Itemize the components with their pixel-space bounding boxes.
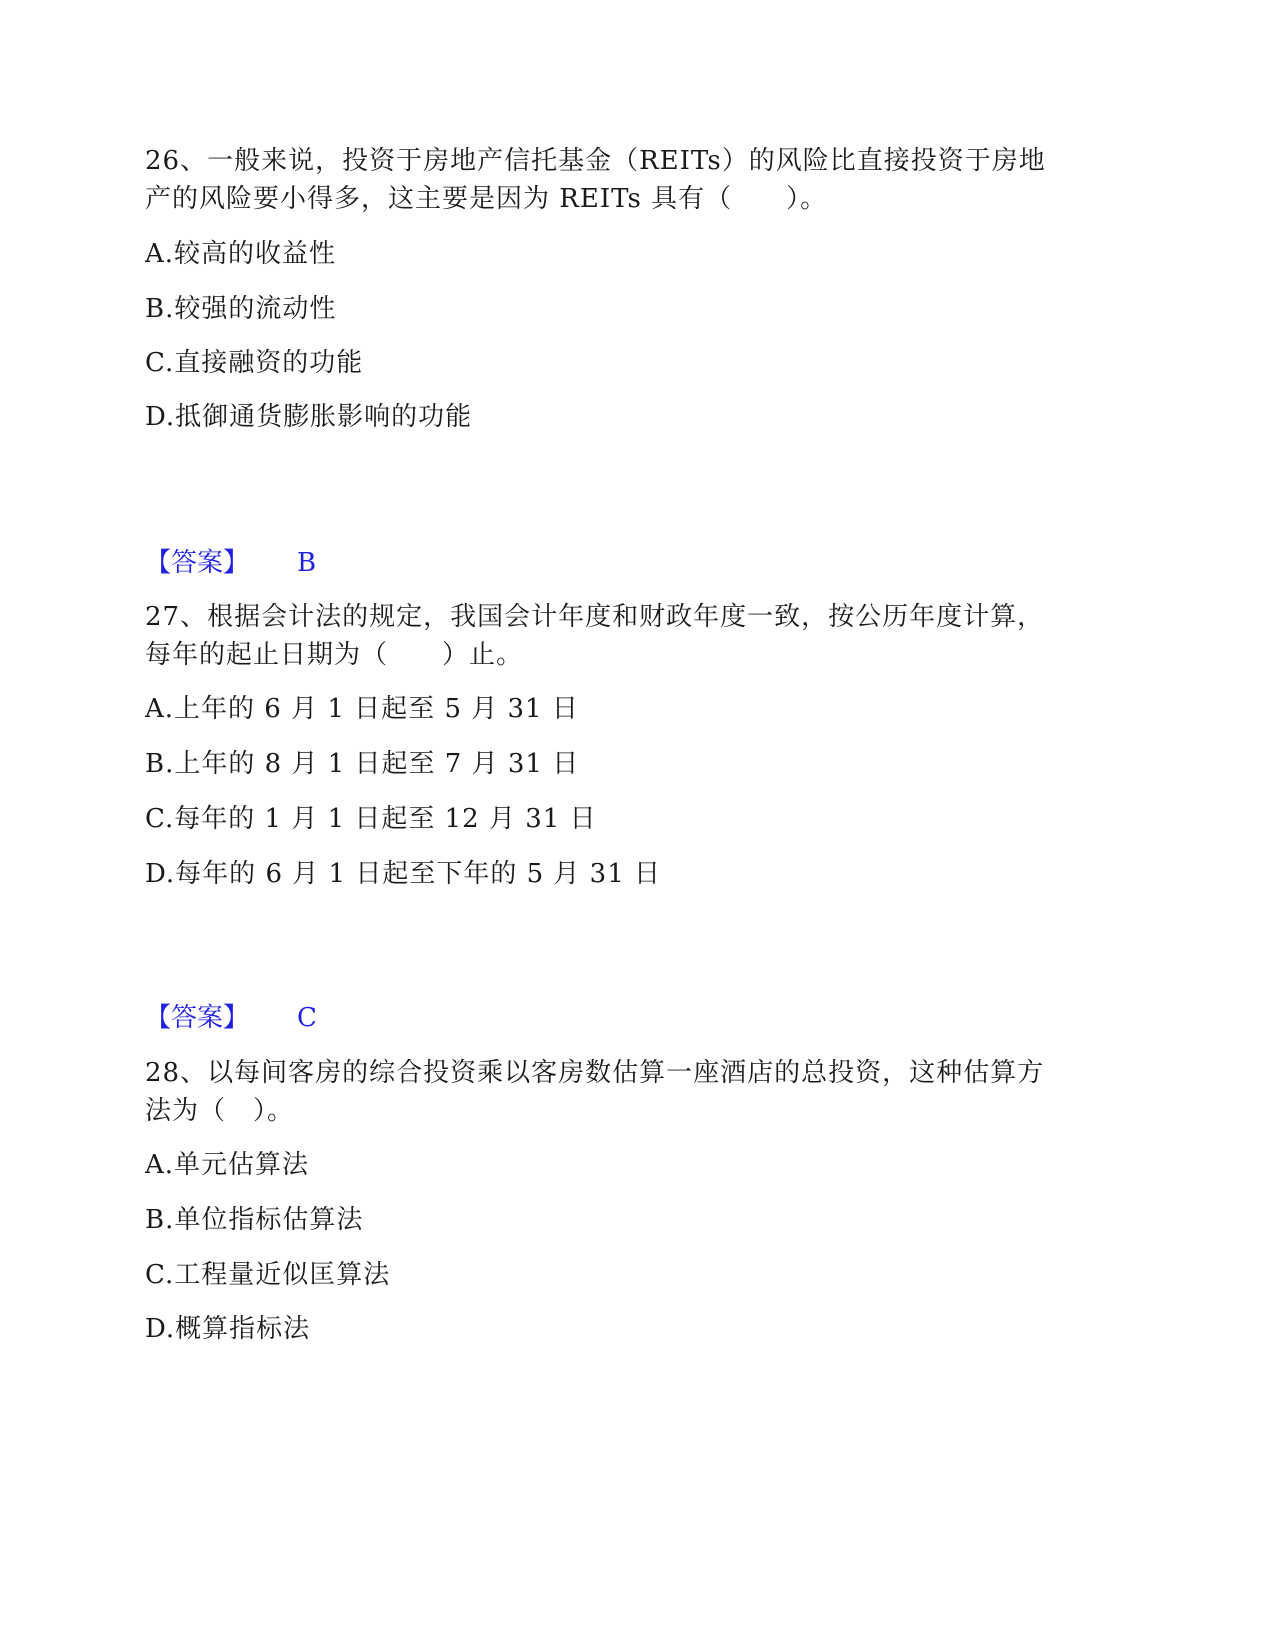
question-28-stem-line-1: 28、以每间客房的综合投资乘以客房数估算一座酒店的总投资，这种估算方: [145, 1058, 1045, 1088]
question-27-option-d: D.每年的 6 月 1 日起至下年的 5 月 31 日: [145, 859, 662, 889]
question-28-stem-line-2: 法为（ ）。: [145, 1096, 295, 1126]
question-26-option-b: B.较强的流动性: [145, 294, 337, 324]
question-28-option-d: D.概算指标法: [145, 1314, 311, 1344]
question-26-stem-line-1: 26、一般来说，投资于房地产信托基金（REITs）的风险比直接投资于房地: [145, 146, 1046, 176]
question-28-option-b: B.单位指标估算法: [145, 1205, 364, 1235]
answer-value: B: [297, 548, 317, 578]
question-28-option-c: C.工程量近似匡算法: [145, 1260, 391, 1290]
answer-label: 【答案】: [145, 1003, 250, 1033]
question-26-stem-line-2: 产的风险要小得多，这主要是因为 REITs 具有（ ）。: [145, 184, 828, 214]
question-27-stem-line-1: 27、根据会计法的规定，我国会计年度和财政年度一致，按公历年度计算，: [145, 602, 1045, 632]
question-26-option-c: C.直接融资的功能: [145, 348, 364, 378]
question-27-option-c: C.每年的 1 月 1 日起至 12 月 31 日: [145, 804, 597, 834]
question-27-option-a: A.上年的 6 月 1 日起至 5 月 31 日: [145, 694, 579, 724]
question-27-option-b: B.上年的 8 月 1 日起至 7 月 31 日: [145, 749, 580, 779]
answer-label: 【答案】: [145, 548, 250, 578]
question-26-answer: [145, 544, 316, 582]
question-26-option-a: A.较高的收益性: [145, 239, 337, 269]
question-28-option-a: A.单元估算法: [145, 1150, 310, 1180]
answer-value: C: [297, 1003, 317, 1033]
question-27-answer: [145, 999, 317, 1037]
question-26-option-d: D.抵御通货膨胀影响的功能: [145, 402, 473, 432]
question-27-stem-line-2: 每年的起止日期为（ ）止。: [145, 640, 524, 670]
